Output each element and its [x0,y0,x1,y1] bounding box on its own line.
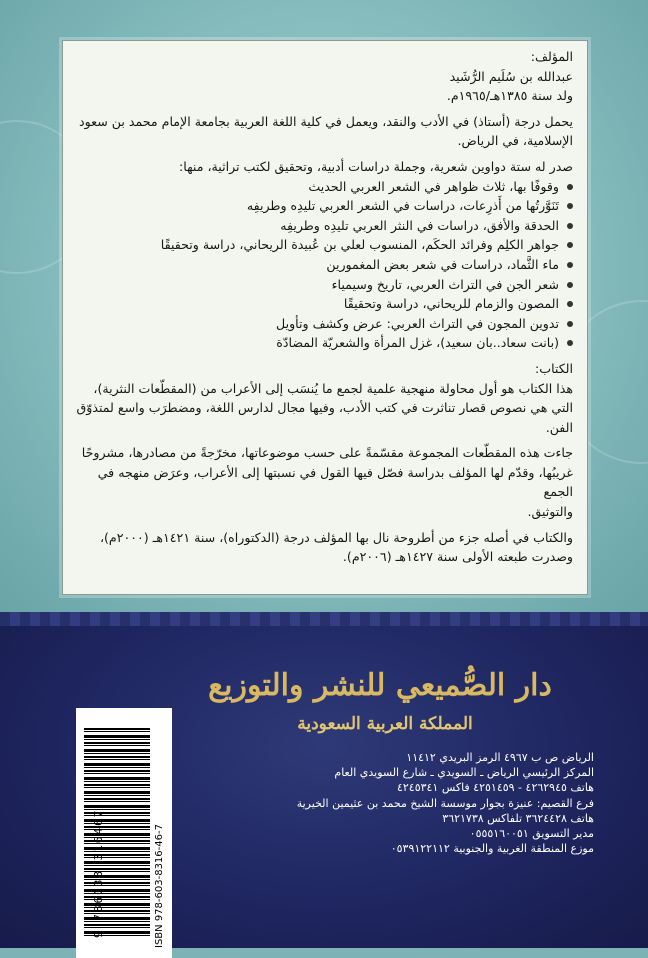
works-list-item: جواهر الكلِم وفرائد الحكَم، المنسوب لعلي بن عُبيدة الريحاني، دراسة وتحقيقًا [75,235,559,255]
book-paragraph-line: والكتاب في أصله جزء من أطروحة نال بها المؤلف درجة (الدكتوراه)، سنة ١٤٢١هـ (٢٠٠٠م)، [99,529,573,545]
publisher-country: المملكة العربية السعودية [297,714,473,734]
author-heading: المؤلف: [530,49,573,64]
book-paragraph-line: وصدرت طبعته الأولى سنة ١٤٢٧هـ (٢٠٠٦م). [342,549,573,565]
works-intro: صدر له ستة دواوين شعرية، وجملة دراسات أدبية، وتحقيق لكتب تراثية، منها: [179,158,573,174]
decorative-band [0,612,648,626]
author-degree-line: يحمل درجة (أستاذ) في الأدب والنقد، ويعمل في كلية اللغة العربية بجامعة الإمام محمد بن سعود [79,113,573,129]
contact-line: هاتف ٣٦٢٤٤٢٨ تلفاكس ٣٦٢١٧٣٨ [442,811,594,825]
contact-line: مدير التسويق ٠٥٥٥١٦٠٠٥١ [469,827,594,841]
publisher-name: دار الصُّميعي للنشر والتوزيع [208,668,552,703]
author-birth: ولد سنة ١٣٨٥هـ/١٩٦٥م. [446,88,573,104]
publisher-contact [186,750,594,856]
contact-line: موزع المنطقة الغربية والجنوبية ٠٥٣٩١٢٢١١٢ [390,842,594,856]
works-list-item: الحدقة والأفق، دراسات في النثر العربي تليدِه وطريفِه [75,216,559,236]
works-list-item: شعر الجن في التراث العربي، تاريخ وسيمياء [75,275,559,295]
book-paragraph-line: هذا الكتاب هو أول محاولة منهجية علمية لجمع ما يُنسَب إلى الأعراب من (المقطّعات النثرية)، [93,380,573,396]
works-list-item: وقوفًا بها، ثلاث ظواهر في الشعر العربي الحديث [75,177,559,197]
works-list-item: تَنَوَّرتُها من أَذرِعات، دراسات في الشعر العربي تليدِه وطريفِه [75,196,559,216]
author-degree-line: الإسلامية، في الرياض. [457,133,573,149]
book-paragraph-line: الفن. [545,419,573,435]
author-name: عبدالله بن سُلَيم الرُّشَيد [449,68,573,84]
back-cover-text-panel [62,40,588,595]
book-paragraph-line: والتوثيق. [527,504,573,520]
book-paragraph-line: التي هي نصوص قصار تناثرت في كتب الأدب، وفيها مجال لدارس اللغة، ومضطرَب واسع لمتذوّق [76,400,573,416]
works-list-item: ماء الثَّماد، دراسات في شعر بعض المغمورين [75,255,559,275]
contact-line: الرياض ص ب ٤٩٦٧ الرمز البريدي ١١٤١٢ [406,751,594,764]
works-list [75,177,573,353]
contact-line: المركز الرئيسي الرياض ـ السويدي ـ شارع السويدي العام [334,766,594,780]
works-list-item: تدوين المجون في التراث العربي: عرض وكشف وتأويل [75,314,559,334]
works-list-item: المصون والزمام للريحاني، دراسة وتحقيقًا [75,294,559,314]
isbn-barcode-label [76,708,172,958]
book-paragraph-line: جاءت هذه المقطّعات المجموعة مقسّمةً على حسب موضوعاتها، مخرّجةً من مصادرها، مشروحًا [81,445,573,461]
contact-line: هاتف ٤٢٦٢٩٤٥ - ٤٢٥١٤٥٩ فاكس ٤٢٤٥٣٤١ [396,781,594,795]
book-paragraph-line: غريبُها، وقدّم لها المؤلف بدراسة فصّل فيها القول في نسبتها إلى الأعراب، وعرَض منهجه في الجمع [97,464,573,500]
works-list-item: (بانت سعاد..بان سعيد)، غزل المرأة والشعريّة المضادّة [75,333,559,353]
contact-line: فرع القصيم: عنيزة بجوار موسسة الشيخ محمد بن عثيمين الخيرية [296,796,594,810]
isbn-number: ISBN 978-603-8316-46-7 [154,824,165,948]
book-heading: الكتاب: [534,360,573,376]
ean-number: 9 786038 316467 [92,808,105,938]
